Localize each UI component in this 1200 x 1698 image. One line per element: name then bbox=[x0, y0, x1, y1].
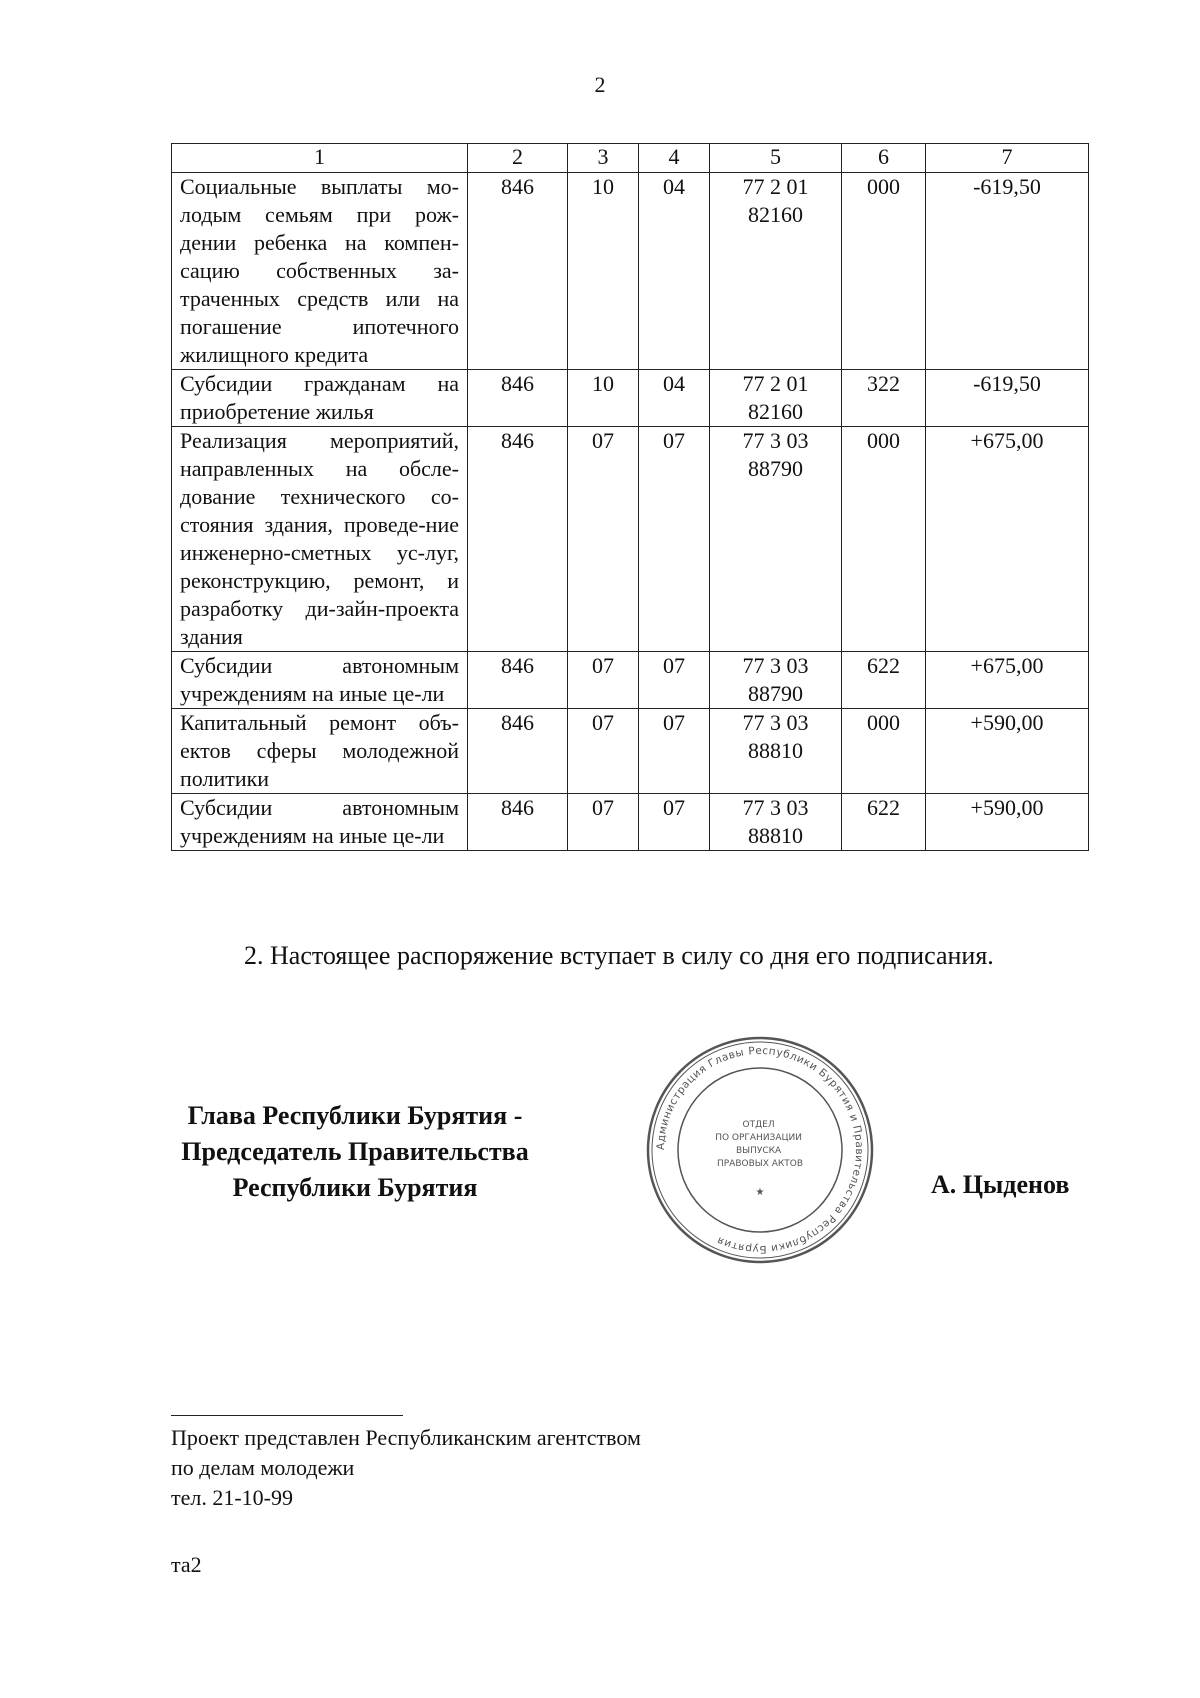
page-number: 2 bbox=[594, 72, 606, 97]
effective-clause: 2. Настоящее распоряжение вступает в силу со дня его подписания. bbox=[244, 941, 994, 970]
section-code: 07 bbox=[568, 794, 639, 851]
amount: +590,00 bbox=[926, 709, 1089, 794]
table-row bbox=[172, 427, 1089, 652]
admin-code: 846 bbox=[468, 709, 568, 794]
expense-type: 322 bbox=[842, 370, 926, 427]
expense-type: 000 bbox=[842, 427, 926, 652]
row-description: Субсидии гражданам на приобретение жилья bbox=[172, 370, 468, 427]
amount: +590,00 bbox=[926, 794, 1089, 851]
amount: +675,00 bbox=[926, 652, 1089, 709]
seal-star: ★ bbox=[755, 1187, 765, 1198]
amount: -619,50 bbox=[926, 173, 1089, 370]
column-header: 4 bbox=[639, 144, 710, 173]
footnote-line: по делам молодежи bbox=[171, 1455, 355, 1480]
target-article: 77 3 03 88790 bbox=[710, 652, 842, 709]
seal-ring-text: Администрация Главы Республики Бурятия и Правительства Республики Бурятия bbox=[654, 1044, 866, 1256]
admin-code: 846 bbox=[468, 427, 568, 652]
admin-code: 846 bbox=[468, 652, 568, 709]
signatory-title-line: Республики Бурятия bbox=[232, 1173, 478, 1202]
column-header: 3 bbox=[568, 144, 639, 173]
expense-type: 622 bbox=[842, 652, 926, 709]
footnote-line: Проект представлен Республиканским агентством bbox=[171, 1425, 641, 1450]
target-article: 77 2 01 82160 bbox=[710, 173, 842, 370]
admin-code: 846 bbox=[468, 173, 568, 370]
target-article: 77 3 03 88790 bbox=[710, 427, 842, 652]
budget-table bbox=[171, 143, 1089, 851]
row-description: Социальные выплаты мо-лодым семьям при рож-дении ребенка на компен-сацию собственных за-траченных средств или на погашение ипотечного жилищного кредита bbox=[172, 173, 468, 370]
column-header: 6 bbox=[842, 144, 926, 173]
footnote-phone: тел. 21-10-99 bbox=[171, 1485, 294, 1510]
expense-type: 000 bbox=[842, 173, 926, 370]
section-code: 07 bbox=[568, 652, 639, 709]
subsection-code: 07 bbox=[639, 794, 710, 851]
column-header: 1 bbox=[172, 144, 468, 173]
amount: -619,50 bbox=[926, 370, 1089, 427]
section-code: 10 bbox=[568, 173, 639, 370]
column-header: 5 bbox=[710, 144, 842, 173]
row-description: Капитальный ремонт объ-ектов сферы молодежной политики bbox=[172, 709, 468, 794]
admin-code: 846 bbox=[468, 794, 568, 851]
target-article: 77 3 03 88810 bbox=[710, 709, 842, 794]
subsection-code: 07 bbox=[639, 652, 710, 709]
row-description: Субсидии автономным учреждениям на иные це-ли bbox=[172, 794, 468, 851]
admin-code: 846 bbox=[468, 370, 568, 427]
signatory-title-line: Глава Республики Бурятия - bbox=[187, 1101, 523, 1130]
subsection-code: 07 bbox=[639, 709, 710, 794]
row-description: Субсидии автономным учреждениям на иные це-ли bbox=[172, 652, 468, 709]
table-header-row bbox=[172, 144, 1089, 173]
section-code: 10 bbox=[568, 370, 639, 427]
target-article: 77 2 01 82160 bbox=[710, 370, 842, 427]
seal-center-text: ОТДЕЛ ПО ОРГАНИЗАЦИИ ВЫПУСКА ПРАВОВЫХ АКТОВ bbox=[715, 1120, 804, 1169]
table-row bbox=[172, 370, 1089, 427]
table-row bbox=[172, 173, 1089, 370]
table-row bbox=[172, 794, 1089, 851]
table-row bbox=[172, 709, 1089, 794]
subsection-code: 07 bbox=[639, 427, 710, 652]
official-seal bbox=[645, 1035, 875, 1265]
signatory-name: А. Цыденов bbox=[931, 1170, 1070, 1199]
column-header: 7 bbox=[926, 144, 1089, 173]
document-code: та2 bbox=[171, 1552, 202, 1577]
column-header: 2 bbox=[468, 144, 568, 173]
signatory-title bbox=[150, 1098, 560, 1206]
expense-type: 000 bbox=[842, 709, 926, 794]
signatory-title-line: Председатель Правительства bbox=[181, 1137, 529, 1166]
expense-type: 622 bbox=[842, 794, 926, 851]
table-row bbox=[172, 652, 1089, 709]
row-description: Реализация мероприятий, направленных на обсле-дование технического со-стояния здания, проведе-ние инженерно-сметных ус-луг, реконструкцию, ремонт, и разработку ди-зайн-проекта здания bbox=[172, 427, 468, 652]
target-article: 77 3 03 88810 bbox=[710, 794, 842, 851]
subsection-code: 04 bbox=[639, 173, 710, 370]
amount: +675,00 bbox=[926, 427, 1089, 652]
section-code: 07 bbox=[568, 709, 639, 794]
subsection-code: 04 bbox=[639, 370, 710, 427]
section-code: 07 bbox=[568, 427, 639, 652]
footnote-divider bbox=[171, 1415, 403, 1416]
footnote bbox=[171, 1423, 641, 1513]
